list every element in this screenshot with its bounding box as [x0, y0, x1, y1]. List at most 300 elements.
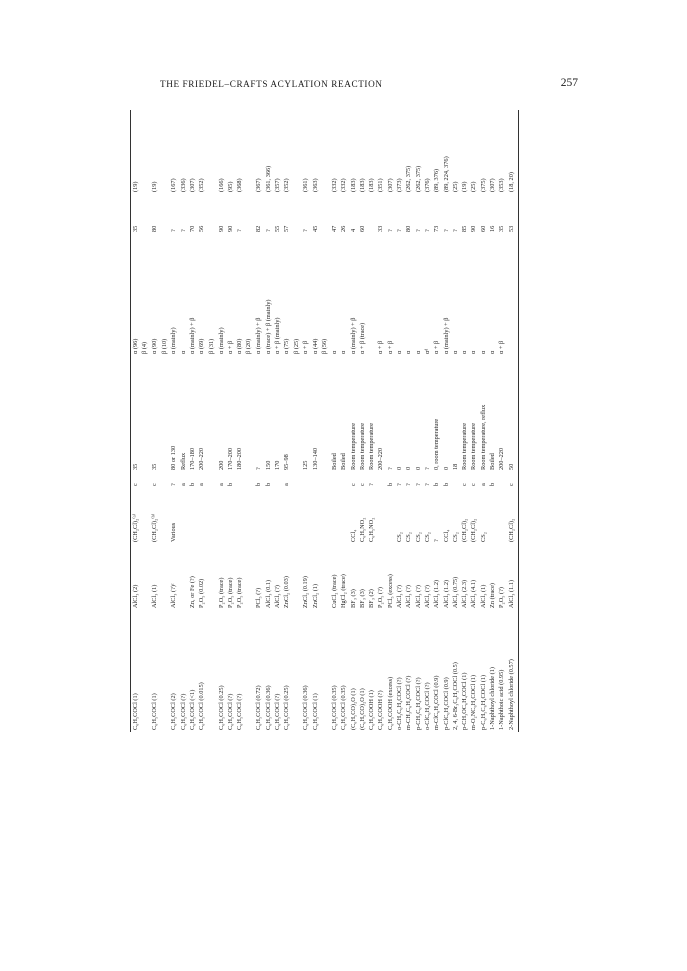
method-cell: b	[264, 482, 272, 486]
reference-cell: (89, 224, 376)	[442, 156, 450, 192]
products-cell: β (25)	[292, 338, 300, 354]
compound-cell: (C₆H₅CO)₂O (1)	[349, 688, 357, 730]
solvent-cell: (CH₂Cl)₂	[470, 518, 478, 542]
table-row	[351, 110, 357, 732]
temperature-cell: Boiled	[340, 453, 348, 470]
yield-cell: ?	[414, 229, 422, 232]
table-row	[360, 110, 366, 732]
temperature-cell: 170–200	[226, 447, 234, 470]
reference-cell: (95)	[226, 181, 234, 192]
reference-cell: (363)	[311, 178, 319, 192]
method-cell: ?	[396, 483, 403, 486]
reference-cell: (89, 376)	[433, 168, 441, 192]
catalyst-cell: AlCl₃ (1)	[151, 584, 159, 608]
table-row	[332, 110, 338, 732]
products-cell: α (mainly)	[170, 327, 178, 354]
reference-cell: (18, 20)	[507, 172, 515, 192]
yield-cell: 82	[255, 225, 263, 232]
products-cell: α	[330, 350, 338, 354]
method-cell: b	[189, 482, 196, 486]
method-cell: b	[226, 482, 234, 486]
catalyst-cell: Zn (trace)	[489, 583, 496, 608]
products-cell: α + β	[498, 340, 506, 354]
products-cell: α (mainly)	[217, 327, 225, 354]
catalyst-cell: AlCl₃ (?)	[396, 584, 403, 608]
compound-cell: C₆H₅COCl (1)	[311, 693, 319, 730]
solvent-cell: CCl₄	[442, 529, 450, 542]
temperature-cell: 130–140	[311, 447, 319, 470]
temperature-cell: 0	[414, 466, 422, 470]
yield-cell: 73	[433, 225, 441, 232]
table-row	[425, 110, 431, 732]
catalyst-cell: AlCl₃ (1.2)	[433, 579, 441, 608]
reference-cell: (332)	[340, 178, 348, 192]
temperature-cell: 200	[217, 460, 225, 470]
yield-cell: 33	[377, 225, 385, 232]
products-cell: α	[179, 350, 187, 354]
table-row	[434, 110, 440, 732]
table-row	[162, 110, 168, 732]
compound-cell: C₆H₅COCl (1)	[151, 693, 159, 730]
compound-cell: p-CH₃C₆H₄COCl (?)	[414, 677, 422, 730]
catalyst-cell: ZnCl₂ (0.03)	[283, 576, 291, 608]
catalyst-cell: P₂O₅ (0.02)	[198, 578, 206, 608]
products-cell: α + β	[433, 340, 441, 354]
catalyst-cell: BF₃ (3)	[358, 589, 366, 608]
products-cell: α	[470, 350, 478, 354]
table-bottom-rule	[518, 110, 519, 732]
table-top-rule	[130, 110, 131, 732]
compound-cell: C₆H₅COCl (0.25)	[283, 685, 291, 730]
table-row	[266, 110, 272, 732]
method-cell: b	[386, 482, 394, 486]
yield-cell: ?	[264, 229, 272, 232]
compound-cell: C₆H₅COCl (0.35)	[330, 685, 338, 730]
yield-cell: 26	[340, 225, 348, 232]
compound-cell: C₆H₅COCl (0.25)	[217, 685, 225, 730]
products-cell: α + β	[377, 340, 385, 354]
reference-cell: (262, 375)	[414, 165, 422, 192]
products-cell: β (20)	[245, 338, 253, 354]
products-cell: α	[451, 350, 459, 354]
temperature-cell: 170	[273, 460, 281, 470]
solvent-cell: (CH₂Cl)₂⁽ᵇ⁾	[151, 513, 159, 542]
yield-cell: 80	[405, 225, 413, 232]
catalyst-cell: AlCl₃ (2.3)	[461, 579, 469, 608]
solvent-cell: C₆H₅NO₂	[358, 517, 366, 542]
products-cell: β (4)	[141, 341, 149, 354]
method-cell: c	[349, 483, 357, 486]
reference-cell: (183)	[349, 178, 357, 192]
catalyst-cell: ZnCl₂ (0.19)	[302, 576, 310, 608]
method-cell: a	[198, 483, 206, 486]
reference-cell: (307)	[189, 178, 196, 192]
catalyst-cell: AlCl₃ (?)	[405, 584, 413, 608]
reference-cell: (353)	[498, 178, 506, 192]
catalyst-cell: BF₃ (3)	[349, 589, 357, 608]
products-cell: β (31)	[207, 338, 215, 354]
table-row	[199, 110, 205, 732]
compound-cell: C₆H₅COCl (0.36)	[302, 685, 310, 730]
compound-cell: C₆H₅COCl (0.72)	[255, 685, 263, 730]
yield-cell: ?	[179, 229, 187, 232]
compound-cell: C₆H₅COCl (?)	[179, 693, 187, 730]
reference-cell: (166)	[217, 178, 225, 192]
temperature-cell: 95–98	[283, 454, 291, 470]
reference-cell: (361)	[302, 178, 310, 192]
yield-cell: 4	[349, 228, 357, 232]
reference-cell: (307)	[489, 178, 496, 192]
method-cell: c	[470, 483, 478, 486]
method-cell: ?	[423, 483, 431, 486]
products-cell: α	[405, 350, 413, 354]
products-cell: α	[479, 350, 487, 354]
products-cell: αᵈ	[423, 348, 431, 354]
method-cell: b	[442, 482, 450, 486]
catalyst-cell: P₂O₅ (trace)	[236, 577, 244, 608]
yield-cell: 53	[507, 225, 515, 232]
temperature-cell: 125	[302, 460, 310, 470]
reference-cell: (361, 366)	[264, 165, 272, 192]
reference-cell: (167)	[170, 178, 178, 192]
method-cell: a	[217, 483, 225, 486]
yield-cell: ?	[170, 229, 178, 232]
solvent-cell: CS₂	[479, 532, 487, 542]
reference-cell: (19)	[151, 181, 159, 192]
products-cell: α	[489, 350, 496, 354]
table-row	[397, 110, 403, 732]
compound-cell: 1-Naphthoyl chloride (1)	[489, 667, 496, 730]
table-row	[275, 110, 281, 732]
catalyst-cell: BF₃ (2)	[368, 589, 376, 608]
compound-cell: C₆H₅COCl (1)	[132, 693, 139, 730]
yield-cell: ?	[396, 229, 403, 232]
reference-cell: (352)	[283, 178, 291, 192]
compound-cell: p-CH₃OC₆H₄COCl (1)	[461, 672, 469, 730]
products-cell: α (75)	[283, 338, 291, 354]
page-number: 257	[560, 77, 578, 89]
method-cell: ?	[170, 483, 178, 486]
yield-cell: 90	[226, 225, 234, 232]
products-cell: α + β (trace)	[358, 322, 366, 354]
reference-cell: (19)	[461, 181, 469, 192]
table-row	[499, 110, 505, 732]
products-cell: α	[461, 350, 469, 354]
yield-cell: ?	[442, 229, 450, 232]
reference-cell: (183)	[368, 178, 376, 192]
table-row	[509, 110, 515, 732]
method-cell: a	[283, 483, 291, 486]
temperature-cell: Room temperature	[349, 422, 357, 470]
temperature-cell: Room temperature	[470, 422, 478, 470]
method-cell: ?	[368, 483, 376, 486]
table-row	[171, 110, 177, 732]
reference-cell: (357)	[273, 178, 281, 192]
solvent-cell: CCl₄	[349, 529, 357, 542]
temperature-cell: 35	[151, 463, 159, 470]
products-cell: α (44)	[311, 338, 319, 354]
products-cell: α + β (mainly)	[273, 317, 281, 354]
table-row	[406, 110, 412, 732]
reference-cell: (376)	[423, 178, 431, 192]
method-cell: c	[461, 483, 469, 486]
temperature-cell: Room temperature, reflux	[479, 404, 487, 470]
rotated-table-frame	[130, 110, 520, 732]
running-head-title: THE FRIEDEL–CRAFTS ACYLATION REACTION	[160, 79, 383, 89]
solvent-cell: CS₂	[423, 532, 431, 542]
catalyst-cell: AlCl₃ (?)	[423, 584, 431, 608]
method-cell: c	[507, 483, 515, 486]
compound-cell: C₆H₅COCl (0.35)	[340, 685, 348, 730]
compound-cell: C₆H₅COCl (?)	[236, 693, 244, 730]
products-cell: α	[414, 350, 422, 354]
catalyst-cell: P₂O₅ (?)	[377, 586, 385, 608]
solvent-cell: (CH₂Cl)₂	[507, 518, 515, 542]
method-cell: ?	[405, 483, 413, 486]
compound-cell: C₆H₅COCl (0.015)	[198, 682, 206, 730]
compound-cell: m-CH₃C₆H₄COCl (?)	[405, 675, 413, 730]
table-row	[133, 110, 139, 732]
solvent-cell: ?	[433, 539, 441, 542]
reference-cell: (332)	[330, 178, 338, 192]
temperature-cell: 200–220	[198, 447, 206, 470]
reference-cell: (336)	[179, 178, 187, 192]
products-cell: β (56)	[321, 338, 328, 354]
table-row	[237, 110, 243, 732]
temperature-cell: Boiled	[489, 453, 496, 470]
products-cell: α	[396, 350, 403, 354]
products-cell: α	[340, 350, 348, 354]
table-row	[303, 110, 309, 732]
catalyst-cell: P₂O₅ (?)	[498, 586, 506, 608]
compound-cell: C₆H₅COCl (?)	[273, 693, 281, 730]
solvent-cell: CS₂	[414, 532, 422, 542]
temperature-cell: 0	[405, 466, 413, 470]
catalyst-cell: Zn, or Fe (?)	[189, 576, 196, 608]
yield-cell: 47	[330, 225, 338, 232]
table-row	[256, 110, 262, 732]
method-cell: c	[151, 483, 159, 486]
products-cell: α + β	[386, 340, 394, 354]
table-row	[471, 110, 477, 732]
products-cell: α (mainly) + β	[442, 317, 450, 354]
catalyst-cell: AlCl₃ (1)	[479, 584, 487, 608]
yield-cell: 16	[489, 225, 496, 232]
method-cell: a	[179, 483, 187, 486]
compound-cell: C₆H₅COOH (excess)	[386, 676, 394, 730]
table-row	[378, 110, 384, 732]
compound-cell: C₆H₅COCl (<1)	[189, 689, 196, 730]
table-row	[369, 110, 375, 732]
catalyst-cell: AlCl₃ (2)	[132, 584, 139, 608]
table-row	[388, 110, 394, 732]
products-cell: α (mainly) + β	[189, 317, 196, 354]
table-row	[181, 110, 187, 732]
yield-cell: 35	[498, 225, 506, 232]
yield-cell: 85	[461, 225, 469, 232]
yield-cell: ?	[386, 229, 394, 232]
catalyst-cell: AlCl₃ (1.1)	[507, 579, 515, 608]
reference-cell: (25)	[470, 181, 478, 192]
table-row	[219, 110, 225, 732]
products-cell: α (96)	[132, 338, 139, 354]
table-row	[313, 110, 319, 732]
catalyst-cell: PCl₅ (?)	[255, 587, 263, 608]
yield-cell: ?	[236, 229, 244, 232]
compound-cell: 1-Naphthoic acid (0.95)	[498, 669, 506, 730]
compound-cell: 2, 4, 6-Br₃C₆H₂COCl (0.5)	[451, 662, 459, 730]
catalyst-cell: AlCl₃ (0.75)	[451, 576, 459, 608]
reference-cell: (368)	[236, 178, 244, 192]
table-row	[444, 110, 450, 732]
reference-cell: (183)	[358, 178, 366, 192]
table-row	[246, 110, 252, 732]
solvent-cell: CS₂	[405, 532, 413, 542]
catalyst-cell: AlCl₃ (?)	[414, 584, 422, 608]
products-cell: β (10)	[160, 338, 168, 354]
table-row	[416, 110, 422, 732]
reference-cell: (19)	[132, 181, 139, 192]
compound-cell: C₆H₅COOH (?)	[377, 690, 385, 730]
temperature-cell: Room temperature	[358, 422, 366, 470]
yield-cell: ?	[451, 229, 459, 232]
temperature-cell: 150	[264, 460, 272, 470]
method-cell: c	[132, 483, 139, 486]
compound-cell: C₆H₅COOH (1)	[368, 690, 376, 730]
catalyst-cell: CuCl₂ (trace)	[330, 574, 338, 608]
running-head	[138, 79, 578, 93]
compound-cell: o-ClC₆H₄COCl (?)	[423, 682, 431, 730]
temperature-cell: 200–220	[377, 447, 385, 470]
yield-cell: 90	[470, 225, 478, 232]
temperature-cell: ?	[386, 467, 394, 470]
acylation-data-table	[130, 110, 520, 732]
table-row	[209, 110, 215, 732]
temperature-cell: 200–220	[498, 447, 506, 470]
reference-cell: (375)	[479, 178, 487, 192]
catalyst-cell: P₂O₅ (trace)	[217, 577, 225, 608]
compound-cell: C₆H₅COCl (?)	[226, 693, 234, 730]
products-cell: α (trace) + β (mainly)	[264, 299, 272, 354]
yield-cell: 60	[358, 225, 366, 232]
table-row	[190, 110, 196, 732]
temperature-cell: ?	[255, 467, 263, 470]
products-cell: α (mainly) + β	[255, 317, 263, 354]
catalyst-cell: AlCl₃ (0.1)	[264, 579, 272, 608]
table-row	[462, 110, 468, 732]
compound-cell: C₆H₅COCl (0.36)	[264, 685, 272, 730]
yield-cell: ?	[423, 229, 431, 232]
yield-cell: ?	[302, 229, 310, 232]
temperature-cell: 0, room temperature	[433, 418, 441, 470]
table-row	[228, 110, 234, 732]
temperature-cell: Room temperature	[461, 422, 469, 470]
temperature-cell: 0	[442, 466, 450, 470]
yield-cell: 55	[273, 225, 281, 232]
reference-cell: (367)	[255, 178, 263, 192]
reference-cell: (373)	[396, 178, 403, 192]
products-cell: α + β	[226, 340, 234, 354]
method-cell: b	[433, 482, 441, 486]
method-cell: c	[358, 483, 366, 486]
temperature-cell: 0	[396, 466, 403, 470]
temperature-cell: 18	[451, 463, 459, 470]
temperature-cell: 80 or 130	[170, 445, 178, 470]
table-row	[284, 110, 290, 732]
method-cell: a	[479, 483, 487, 486]
products-cell: α (80)	[236, 338, 244, 354]
solvent-cell: C₆H₅NO₂	[368, 517, 376, 542]
temperature-cell: 50	[507, 463, 515, 470]
yield-cell: 35	[132, 225, 139, 232]
compound-cell: (C₆H₅CO)₂O (1)	[358, 688, 366, 730]
catalyst-cell: ZnCl₂ (1)	[311, 583, 319, 608]
temperature-cell: 35	[132, 463, 139, 470]
table-row	[481, 110, 487, 732]
yield-cell: 80	[151, 225, 159, 232]
yield-cell: 57	[283, 225, 291, 232]
catalyst-cell: AlCl₃ (?)	[273, 584, 281, 608]
compound-cell: 2-Naphthoyl chloride (0.57)	[507, 659, 515, 730]
table-row	[322, 110, 328, 732]
reference-cell: (307)	[386, 178, 394, 192]
table-row	[490, 110, 496, 732]
catalyst-cell: PCl₅ (excess)	[386, 574, 394, 608]
reference-cell: (25)	[451, 181, 459, 192]
catalyst-cell: HgCl₂ (trace)	[340, 574, 348, 608]
catalyst-cell: AlCl₃ (?)ᶜ	[170, 583, 178, 608]
temperature-cell: Room temperature	[368, 422, 376, 470]
compound-cell: p-C₆H₅C₆H₄COCl (1)	[479, 674, 487, 730]
temperature-cell: ?	[423, 467, 431, 470]
reference-cell: (351)	[377, 178, 385, 192]
table-row	[453, 110, 459, 732]
products-cell: α (90)	[151, 338, 159, 354]
method-cell: b	[255, 482, 263, 486]
products-cell: α (69)	[198, 338, 206, 354]
temperature-cell: Reflux	[179, 452, 187, 470]
yield-cell: 45	[311, 225, 319, 232]
catalyst-cell: P₂O₅ (trace)	[226, 577, 234, 608]
products-cell: α + β	[302, 340, 310, 354]
solvent-cell: CS₂	[451, 532, 459, 542]
compound-cell: m-O₂NC₆H₄COCl (1)	[470, 674, 478, 730]
table-row	[142, 110, 148, 732]
compound-cell: C₆H₅COCl (2)	[170, 693, 178, 730]
table-row	[294, 110, 300, 732]
solvent-cell: CS₂	[396, 532, 403, 542]
yield-cell: 60	[479, 225, 487, 232]
reference-cell: (262, 375)	[405, 165, 413, 192]
catalyst-cell: AlCl₃ (1.2)	[442, 579, 450, 608]
yield-cell: 56	[198, 225, 206, 232]
yield-cell: 70	[189, 225, 196, 232]
solvent-cell: (CH₂Cl)₂	[461, 518, 469, 542]
compound-cell: m-ClC₆H₄COCl (0.9)	[433, 675, 441, 730]
yield-cell: 90	[217, 225, 225, 232]
compound-cell: p-ClC₆H₄COCl (0.9)	[442, 677, 450, 730]
method-cell: b	[489, 482, 496, 486]
solvent-cell: Various	[170, 522, 178, 542]
compound-cell: o-CH₃C₆H₄COCl (?)	[396, 677, 403, 730]
method-cell: ?	[414, 483, 422, 486]
products-cell: α (mainly) + β	[349, 317, 357, 354]
catalyst-cell: AlCl₃ (4.1)	[470, 579, 478, 608]
table-row	[152, 110, 158, 732]
solvent-cell: (CH₂Cl)₂⁽ᵃ⁾	[132, 513, 139, 542]
table-row	[341, 110, 347, 732]
temperature-cell: Boiled	[330, 453, 338, 470]
